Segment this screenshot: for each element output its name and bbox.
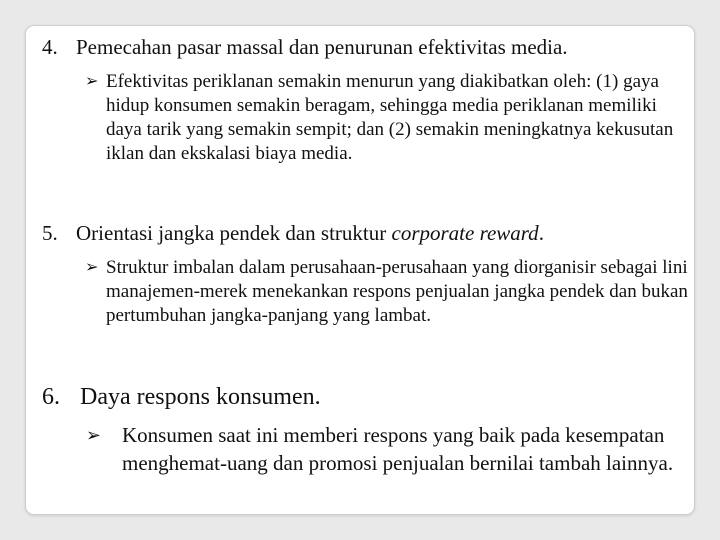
item-heading-italic: corporate reward — [391, 221, 539, 245]
item-heading: Pemecahan pasar massal dan penurunan efektivitas media. — [76, 35, 568, 59]
item-heading-plain: Orientasi jangka pendek dan struktur — [76, 221, 392, 245]
bullet-text: Struktur imbalan dalam perusahaan-perusahaan yang diorganisir sebagai lini manajemen-merek menekankan respons penjualan jangka pendek dan bukan pertumbuhan jangka-panjang yang lambat. — [106, 257, 688, 326]
item-number: 5. — [42, 221, 58, 245]
bullet-text: Konsumen saat ini memberi respons yang baik pada kesempatan menghemat-uang dan promosi penjualan bernilai tambah lainnya. — [122, 423, 674, 475]
item-heading-end: . — [538, 221, 544, 245]
sub-bullet-5 — [85, 256, 689, 328]
item-heading: Daya respons konsumen. — [80, 384, 321, 410]
arrowhead-bullet-icon: ➢ — [85, 257, 99, 276]
sub-bullet-4 — [85, 70, 689, 166]
arrowhead-bullet-icon: ➢ — [85, 71, 99, 90]
sub-bullet-6 — [86, 421, 686, 477]
list-item-4 — [42, 34, 568, 60]
item-number: 4. — [42, 35, 58, 59]
bullet-text: Efektivitas periklanan semakin menurun yang diakibatkan oleh: (1) gaya hidup konsumen semakin beragam, sehingga media periklanan memiliki daya tarik yang semakin sempit; dan (2) semakin meningkatnya kekusutan iklan dan ekskalasi biaya media. — [106, 71, 674, 164]
arrowhead-bullet-icon: ➢ — [86, 425, 101, 446]
list-item-6 — [42, 382, 321, 412]
item-number: 6. — [42, 384, 60, 410]
slide-panel — [25, 25, 695, 515]
list-item-5 — [42, 220, 544, 246]
